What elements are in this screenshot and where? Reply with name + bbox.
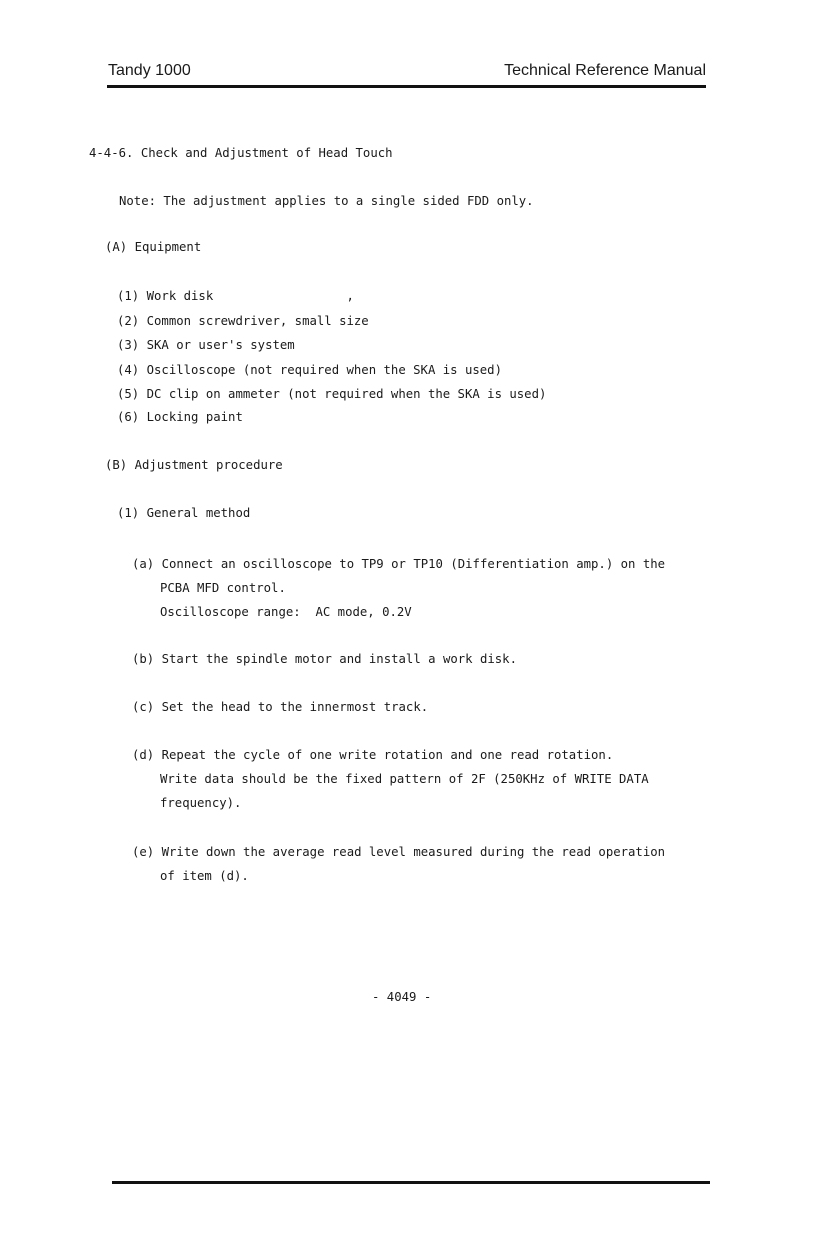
equipment-item: (1) Work disk , [117, 289, 354, 303]
procedure-step-continuation: of item (d). [160, 869, 249, 883]
equipment-item: (4) Oscilloscope (not required when the SKA is used) [117, 363, 502, 377]
header-left-title: Tandy 1000 [108, 62, 191, 79]
procedure-step: (c) Set the head to the innermost track. [132, 700, 429, 714]
procedure-heading: (B) Adjustment procedure [105, 458, 283, 472]
equipment-item: (3) SKA or user's system [117, 338, 295, 352]
note-text: Note: The adjustment applies to a single sided FDD only. [119, 194, 534, 208]
procedure-step: (e) Write down the average read level measured during the read operation [132, 845, 666, 859]
equipment-item: (6) Locking paint [117, 410, 243, 424]
procedure-step: (b) Start the spindle motor and install a work disk. [132, 652, 517, 666]
equipment-item: (5) DC clip on ammeter (not required when the SKA is used) [117, 387, 547, 401]
equipment-heading: (A) Equipment [105, 240, 202, 254]
section-title: 4-4-6. Check and Adjustment of Head Touch [89, 146, 393, 160]
footer-rule [112, 1181, 710, 1184]
procedure-step-continuation: Write data should be the fixed pattern of 2F (250KHz of WRITE DATA [160, 772, 649, 786]
procedure-step: (d) Repeat the cycle of one write rotation and one read rotation. [132, 748, 614, 762]
equipment-item: (2) Common screwdriver, small size [117, 314, 369, 328]
procedure-step-continuation: PCBA MFD control. [160, 581, 286, 595]
header-right-title: Technical Reference Manual [504, 62, 706, 79]
procedure-step-continuation: Oscilloscope range: AC mode, 0.2V [160, 605, 412, 619]
procedure-step: (a) Connect an oscilloscope to TP9 or TP10 (Differentiation amp.) on the [132, 557, 666, 571]
page-number: - 4049 - [372, 990, 432, 1004]
procedure-subheading: (1) General method [117, 506, 251, 520]
procedure-step-continuation: frequency). [160, 796, 242, 810]
header-rule [107, 85, 706, 88]
